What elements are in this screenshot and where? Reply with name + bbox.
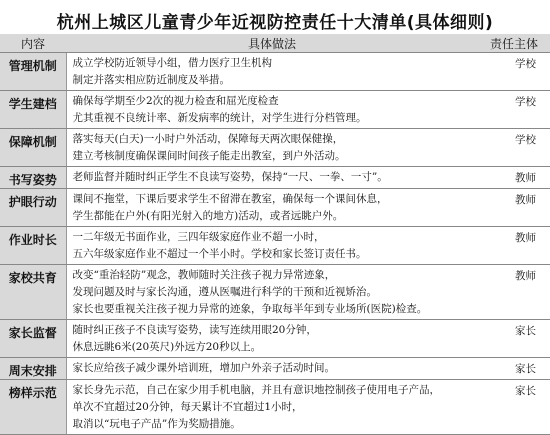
row-responsible: 学校: [478, 91, 550, 129]
table-row: [0, 358, 550, 380]
row-category: 管理机制: [0, 53, 66, 91]
detail-line: 建立考核制度确保课间时间孩子能走出教室，到户外活动。: [72, 150, 346, 162]
row-detail: [66, 358, 478, 380]
row-responsible: 教师: [478, 265, 550, 320]
row-category: 书写姿势: [0, 167, 66, 189]
detail-line: 随时纠正孩子不良读写姿势，读写连续用眼20分钟，: [72, 324, 317, 336]
header-content: 内容: [0, 34, 66, 53]
detail-line: 落实每天(白天)一小时户外活动，保障每天两次眼保健操，: [72, 133, 344, 145]
row-detail: [66, 91, 478, 129]
row-category: 榜样示范: [0, 380, 66, 435]
detail-line: 制定并落实相应防近制度及举措。: [72, 74, 230, 86]
detail-line: 尤其重视不良统计率、新发病率的统计，对学生进行分档管理。: [72, 112, 367, 124]
detail-line: 一二年级无书面作业，三四年级家庭作业不超一小时，: [72, 231, 325, 243]
document-title: 杭州上城区儿童青少年近视防控责任十大清单(具体细则): [56, 13, 494, 33]
detail-line: 确保每学期至少2次的视力检查和屈光度检查: [72, 95, 279, 107]
detail-line: 单次不宜超过20分钟，每天累计不宜超过1小时，: [72, 401, 303, 413]
row-category: 护眼行动: [0, 189, 66, 227]
table-row: [0, 227, 550, 265]
header-responsible: 责任主体: [478, 34, 550, 53]
table-body: [0, 53, 550, 435]
responsibility-table: [0, 34, 550, 435]
detail-line: 改变“重治轻防”观念，教师随时关注孩子视力异常迹象，: [72, 269, 336, 281]
detail-line: 课间不拖堂，下课后要求学生不留滞在教室，确保每一个课间休息，: [72, 193, 388, 205]
table-row: [0, 167, 550, 189]
row-detail: [66, 265, 478, 320]
row-responsible: 学校: [478, 53, 550, 91]
row-category: 家长监督: [0, 320, 66, 358]
detail-line: 取消以“玩电子产品”作为奖励措施。: [72, 418, 241, 430]
table-row: [0, 265, 550, 320]
row-responsible: 学校: [478, 129, 550, 167]
detail-line: 家长身先示范，自己在家少用手机电脑，并且有意识地控制孩子使用电子产品，: [72, 384, 440, 396]
row-category: 周末安排: [0, 358, 66, 380]
row-category: 保障机制: [0, 129, 66, 167]
detail-line: 发现问题及时与家长沟通，遵从医嘱进行科学的干预和近视矫治。: [72, 286, 377, 298]
table-row: [0, 91, 550, 129]
row-responsible: 教师: [478, 227, 550, 265]
row-category: 作业时长: [0, 227, 66, 265]
detail-line: 成立学校防近领导小组，借力医疗卫生机构: [72, 57, 272, 69]
row-category: 学生建档: [0, 91, 66, 129]
row-detail: [66, 129, 478, 167]
table-row: [0, 189, 550, 227]
detail-line: 老师监督并随时纠正学生不良读写姿势，保持“一尺、一拳、一寸”。: [72, 171, 388, 183]
row-responsible: 家长: [478, 320, 550, 358]
detail-line: 休息远眺6米(20英尺)外远方20秒以上。: [72, 341, 262, 353]
header-practice: 具体做法: [66, 34, 478, 53]
detail-line: 家长应给孩子减少课外培训班，增加户外亲子活动时间。: [72, 362, 335, 374]
row-detail: [66, 380, 478, 435]
detail-line: 学生都能在户外(有阳光射入的地方)活动，或者远眺户外。: [72, 210, 344, 222]
detail-line: 五六年级家庭作业不超过一个半小时。学校和家长签订责任书。: [72, 248, 367, 260]
table-row: [0, 380, 550, 435]
row-detail: [66, 227, 478, 265]
row-responsible: 教师: [478, 167, 550, 189]
table-row: [0, 129, 550, 167]
row-detail: [66, 320, 478, 358]
row-detail: [66, 167, 478, 189]
row-responsible: 家长: [478, 358, 550, 380]
table-row: [0, 53, 550, 91]
detail-line: 家长也要重视关注孩子视力异常的迹象，争取每半年到专业场所(医院)检查。: [72, 303, 428, 315]
row-category: 家校共育: [0, 265, 66, 320]
row-responsible: 教师: [478, 189, 550, 227]
row-detail: [66, 53, 478, 91]
row-responsible: 家长: [478, 380, 550, 435]
table-header-row: [0, 34, 550, 53]
table-row: [0, 320, 550, 358]
row-detail: [66, 189, 478, 227]
